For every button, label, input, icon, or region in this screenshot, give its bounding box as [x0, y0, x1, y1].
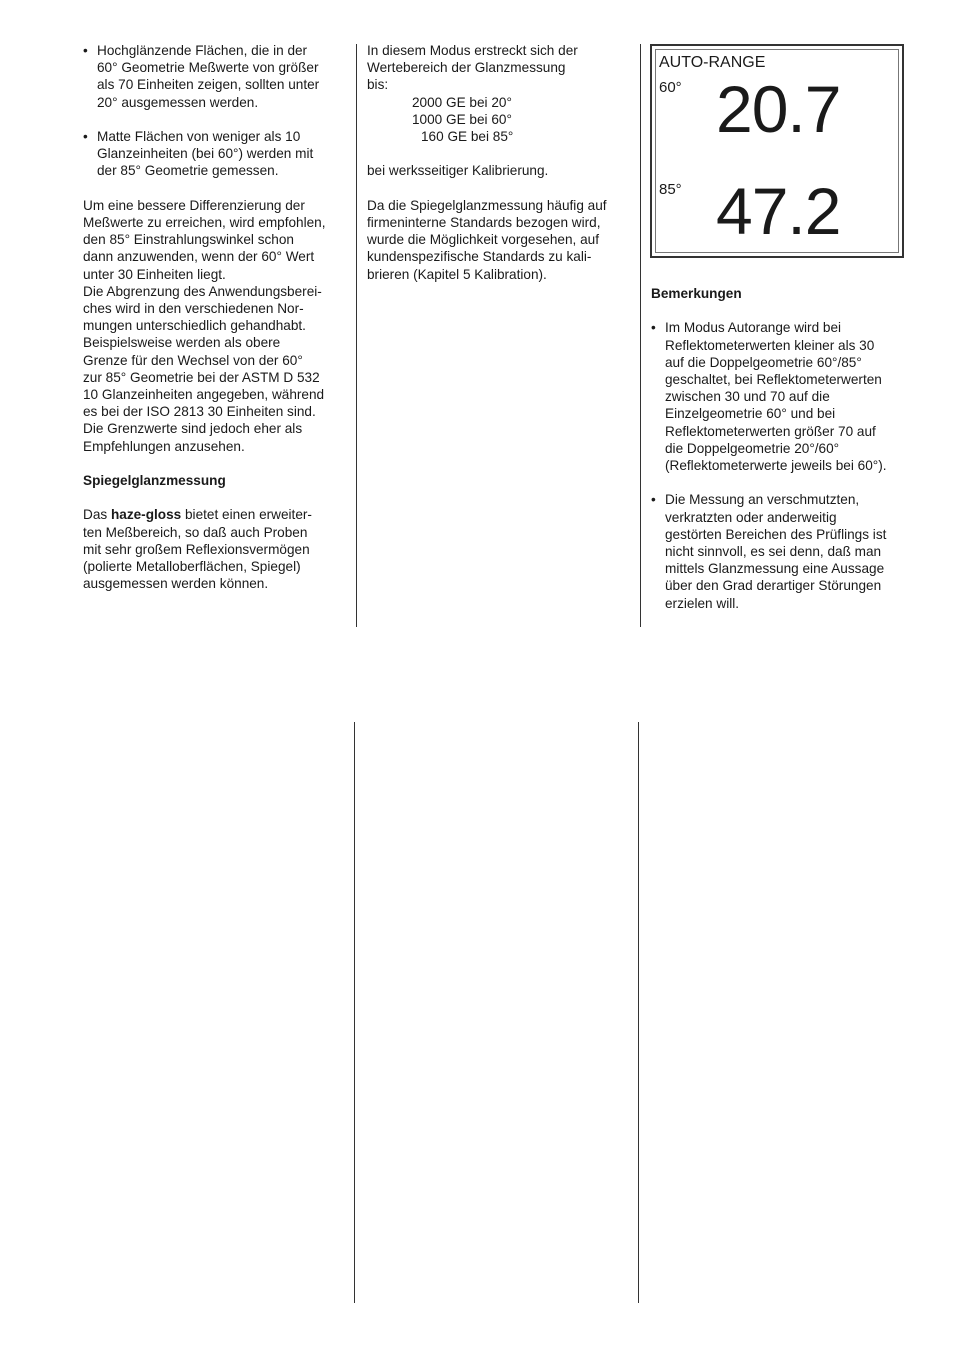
text-line: ten Meßbereich, so daß auch Proben — [83, 524, 308, 540]
text-line: bis: — [367, 77, 389, 93]
text-line — [83, 506, 345, 523]
bullet-line: Im Modus Autorange wird bei — [665, 320, 842, 336]
text-line: firmeninterne Standards bezogen wird, — [367, 215, 601, 230]
text-line: Da die Spiegelglanzmessung häufig auf — [367, 197, 607, 213]
text-line: Empfehlungen anzusehen. — [83, 438, 245, 454]
display-value-2: 47.2 — [716, 174, 841, 248]
bullet-line: über den Grad derartiger Störungen — [665, 578, 882, 594]
product-name: haze-gloss — [110, 507, 182, 523]
range-line: 1000 GE bei 60° — [412, 111, 512, 127]
bullet-autorange — [651, 319, 911, 474]
bullet-line: Reflektometerwerten kleiner als 30 — [665, 337, 875, 353]
bullet-line: verkratzten oder anderweitig — [665, 509, 837, 525]
text-line: ausgemessen werden können. — [83, 576, 269, 592]
text-line: Grenze für den Wechsel von der 60° — [83, 352, 303, 368]
bullet-dot: • — [83, 129, 88, 144]
bullet-dot: • — [83, 43, 88, 58]
bullet-line: Reflektometerwerten größer 70 auf — [665, 423, 876, 439]
text-fragment: bietet einen erweiter- — [181, 507, 312, 523]
bullet-line: 20° ausgemessen werden. — [97, 94, 259, 110]
paragraph-haze-gloss — [83, 506, 345, 592]
text-line: brieren (Kapitel 5 Kalibration). — [367, 266, 547, 282]
column-divider-bottom-2 — [638, 722, 639, 1303]
text-line: bei werksseitiger Kalibrierung. — [367, 163, 549, 179]
bullet-line: geschaltet, bei Reflektometerwerten — [665, 372, 882, 387]
text-line: Die Grenzwerte sind jedoch eher als — [83, 421, 303, 437]
text-line: Um eine bessere Differenzierung der — [83, 197, 305, 213]
bullet-dot: • — [651, 492, 656, 508]
paragraph-differentiation — [83, 197, 345, 455]
column-3 — [651, 285, 911, 612]
text-line: zur 85° Geometrie bei der ASTM D 532 — [83, 369, 320, 385]
bullet-line: Matte Flächen von weniger als 10 — [97, 129, 301, 144]
column-divider-bottom-1 — [354, 722, 355, 1303]
text-line: Wertebereich der Glanzmessung — [367, 60, 566, 76]
range-line: 2000 GE bei 20° — [412, 94, 512, 110]
bullet-dot: • — [651, 320, 656, 336]
text-line: dann anzuwenden, wenn der 60° Wert — [83, 249, 315, 265]
text-line: Die Abgrenzung des Anwendungsberei- — [83, 283, 322, 299]
bullet-line: Die Messung an verschmutzten, — [665, 492, 860, 508]
display-mode-label: AUTO-RANGE — [659, 54, 766, 71]
bullet-line: zwischen 30 und 70 auf die — [665, 389, 830, 405]
section-heading: Bemerkungen — [651, 286, 742, 301]
bullet-line: gestörten Bereichen des Prüflings ist — [665, 526, 887, 542]
bullet-line: mittels Glanzmessung eine Aussage — [665, 561, 885, 577]
text-line: kundenspezifische Standards zu kali- — [367, 249, 592, 265]
column-divider-top-1 — [356, 44, 357, 627]
text-line: In diesem Modus erstreckt sich der — [367, 43, 578, 58]
text-line: ches wird in den verschiedenen Nor- — [83, 301, 304, 317]
bullet-line: als 70 Einheiten zeigen, sollten unter — [97, 77, 320, 93]
bullet-line: erzielen will. — [665, 595, 740, 611]
text-line: mit sehr großem Reflexionsvermögen — [83, 541, 310, 557]
text-line: Meßwerte zu erreichen, wird empfohlen, — [83, 215, 326, 230]
bullet-matte — [83, 128, 345, 180]
display-value-1: 20.7 — [716, 72, 841, 146]
text-line: den 85° Einstrahlungswinkel schon — [83, 232, 294, 248]
text-line: mungen unterschiedlich gehandhabt. — [83, 318, 306, 334]
range-line: 160 GE bei 85° — [421, 129, 514, 145]
bullet-line: auf die Doppelgeometrie 60°/85° — [665, 354, 862, 370]
column-divider-top-2 — [640, 44, 641, 627]
bullet-line: nicht sinnvoll, es sei denn, daß man — [665, 544, 882, 560]
bullet-line: Hochglänzende Flächen, die in der — [97, 43, 308, 58]
text-line: 10 Glanzeinheiten angegeben, während — [83, 387, 325, 403]
bullet-line: die Doppelgeometrie 20°/60° — [665, 440, 840, 456]
display-angle-2: 85° — [659, 181, 682, 198]
text-line: unter 30 Einheiten liegt. — [83, 266, 226, 282]
bullet-dirty-surfaces — [651, 491, 911, 611]
bullet-line: 60° Geometrie Meßwerte von größer — [97, 60, 319, 76]
display-angle-1: 60° — [659, 79, 682, 96]
paragraph-custom-standards — [367, 197, 629, 283]
bullet-line: der 85° Geometrie gemessen. — [97, 163, 279, 179]
column-2 — [367, 42, 629, 283]
text-line: wurde die Möglichkeit vorgesehen, auf — [367, 232, 599, 248]
device-display — [650, 44, 904, 258]
bullet-line: Glanzeinheiten (bei 60°) werden mit — [97, 146, 314, 162]
bullet-high-gloss — [83, 42, 345, 111]
display-screen — [655, 49, 899, 253]
text-line: (polierte Metalloberflächen, Spiegel) — [83, 559, 301, 575]
section-heading: Spiegelglanzmessung — [83, 473, 226, 489]
column-1 — [83, 42, 345, 592]
text-line: Beispielsweise werden als obere — [83, 335, 281, 351]
bullet-line: Einzelgeometrie 60° und bei — [665, 406, 836, 422]
text-line: es bei der ISO 2813 30 Einheiten sind. — [83, 404, 316, 420]
bullet-line: (Reflektometerwerte jeweils bei 60°). — [665, 458, 887, 474]
text-fragment: Das — [83, 507, 111, 523]
